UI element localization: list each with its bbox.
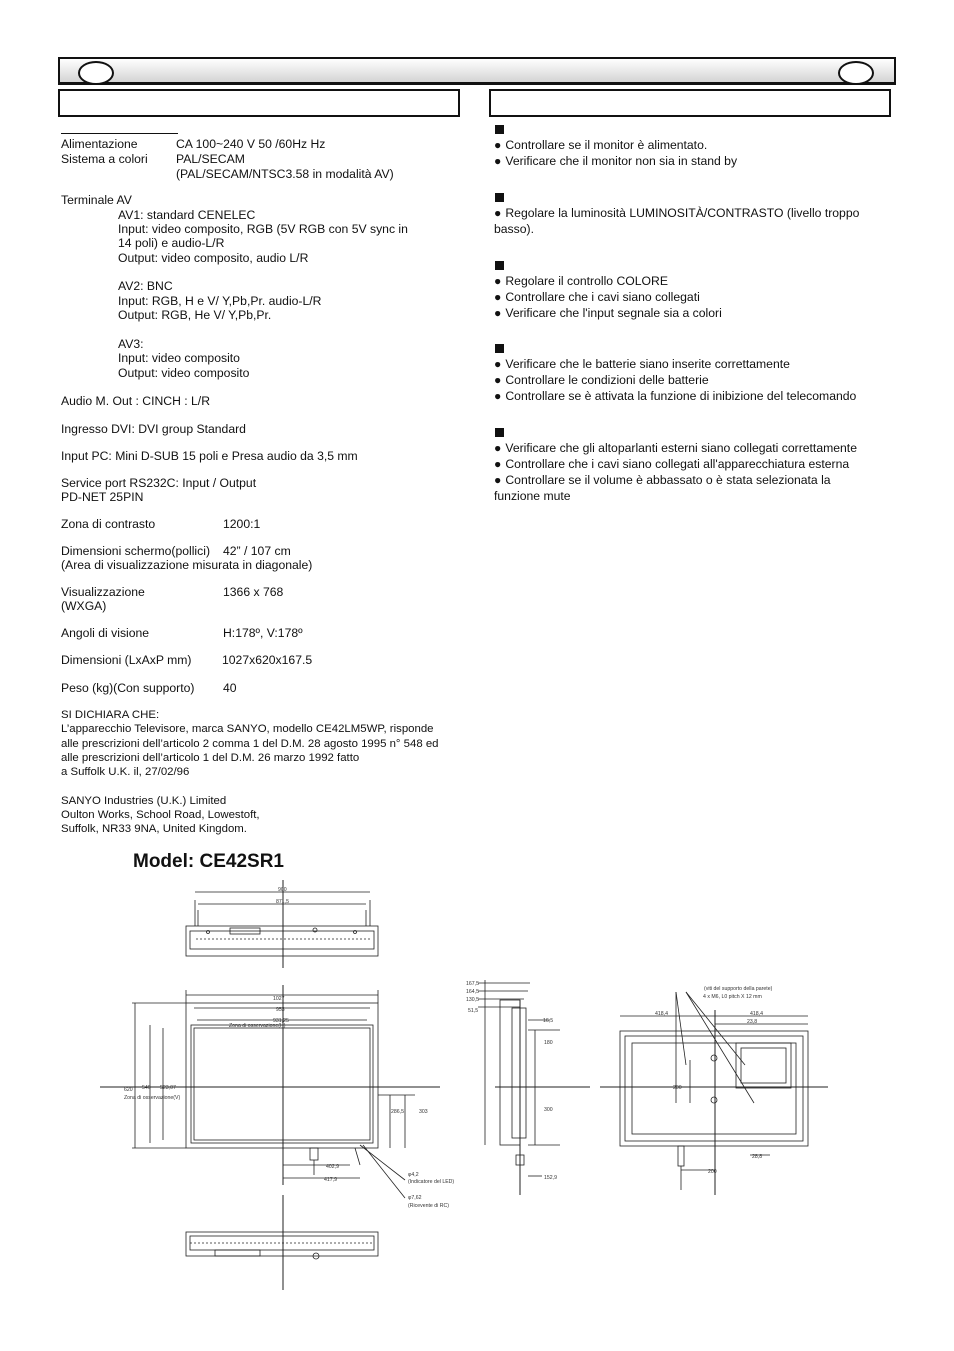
- dim-label: 418,4: [655, 1011, 668, 1017]
- dim-label: 286,5: [391, 1109, 404, 1115]
- troubleshoot-item: ● Verificare che le batterie siano inserite correttamente: [494, 357, 790, 371]
- troubleshoot-item: ● Controllare se è attivata la funzione di inibizione del telecomando: [494, 389, 856, 403]
- troubleshoot-item: ● Regolare il controllo COLORE: [494, 274, 668, 288]
- dim-label: 152,9: [544, 1175, 557, 1181]
- spec-label: Alimentazione: [61, 137, 138, 151]
- spec-label: Dimensioni schermo(pollici): [61, 544, 210, 558]
- section-square-icon: [495, 125, 504, 134]
- declaration-line: alle prescrizioni dell’articolo 1 del D.M. 26 marzo 1992 fatto: [61, 752, 360, 764]
- declaration-line: SI DICHIARA CHE:: [61, 709, 160, 721]
- spec-value: PAL/SECAM: [176, 152, 245, 166]
- section-square-icon: [495, 344, 504, 353]
- bottom-view-drawing: [186, 1232, 378, 1259]
- dim-label: 931,25: [273, 1018, 289, 1024]
- dim-label: 4 x M6, L0 pitch X 12 mm: [703, 994, 762, 1000]
- dim-label: 180: [544, 1040, 553, 1046]
- dim-label: (viti del supporto della parete): [704, 986, 773, 992]
- dim-label: 303: [419, 1109, 428, 1115]
- av3-line: AV3:: [118, 337, 144, 351]
- dim-label: 51,5: [468, 1008, 479, 1014]
- dim-label: 23,8: [747, 1019, 758, 1025]
- dim-label: 523,07: [160, 1085, 176, 1091]
- page-banner: [58, 57, 896, 85]
- dim-label: 28,8: [752, 1154, 763, 1160]
- dim-label: 200: [673, 1085, 682, 1091]
- address-line: SANYO Industries (U.K.) Limited: [61, 795, 227, 807]
- pd-net-spec: PD-NET 25PIN: [61, 490, 144, 504]
- troubleshoot-item-continued: funzione mute: [494, 489, 571, 503]
- declaration-line: L’apparecchio Televisore, marca SANYO, modello CE42LM5WP, risponde: [61, 723, 434, 735]
- av1-line: Output: video composito, audio L/R: [118, 251, 309, 265]
- spec-label: Peso (kg)(Con supporto): [61, 681, 195, 695]
- av-terminal-title: Terminale AV: [61, 193, 132, 207]
- front-view-drawing: [100, 990, 440, 1198]
- dim-label: (Ricevente di RC): [408, 1203, 449, 1209]
- troubleshoot-item: ● Verificare che gli altoparlanti esterni siano collegati correttamente: [494, 441, 857, 455]
- dim-label: Zona di osservazione(H): [229, 1023, 286, 1029]
- dvi-spec: Ingresso DVI: DVI group Standard: [61, 422, 246, 436]
- dim-label: 167,5: [466, 981, 479, 987]
- troubleshoot-item-continued: basso).: [494, 222, 534, 236]
- troubleshoot-item: ● Controllare le condizioni delle batterie: [494, 373, 709, 387]
- dim-label: 953: [276, 1007, 285, 1013]
- spec-label: Angoli di visione: [61, 626, 150, 640]
- av1-line: AV1: standard CENELEC: [118, 208, 256, 222]
- troubleshoot-item: ● Controllare se il volume è abbassato o è stata selezionata la: [494, 473, 831, 487]
- model-title: Model: CE42SR1: [133, 851, 284, 872]
- dim-label: φ4,2: [408, 1172, 419, 1178]
- dim-label: (Indicatore del LED): [408, 1179, 455, 1185]
- technical-drawing: [0, 870, 954, 1300]
- spec-label: Dimensioni (LxAxP mm): [61, 653, 192, 667]
- section-square-icon: [495, 428, 504, 437]
- specs-section-header: [58, 89, 460, 117]
- spec-label: (Area di visualizzazione misurata in diagonale): [61, 558, 313, 572]
- dim-label: 417,9: [324, 1177, 337, 1183]
- section-square-icon: [495, 261, 504, 270]
- spec-value: CA 100~240 V 50 /60Hz Hz: [176, 137, 326, 151]
- dim-label: 900: [278, 887, 287, 893]
- declaration-line: alle prescrizioni dell’articolo 2 comma 1 del D.M. 28 agosto 1995 n° 548 ed: [61, 738, 439, 750]
- dim-label: 402,9: [326, 1164, 339, 1170]
- av1-line: Input: video composito, RGB (5V RGB con 5V sync in: [118, 222, 408, 236]
- spec-value: H:178º, V:178º: [223, 626, 303, 640]
- troubleshoot-item: ● Verificare che il monitor non sia in stand by: [494, 154, 737, 168]
- troubleshoot-item: ● Controllare se il monitor è alimentato.: [494, 138, 707, 152]
- spec-value: 42” / 107 cm: [223, 544, 291, 558]
- dim-label: 300: [544, 1107, 553, 1113]
- spec-value: 1366 x 768: [223, 585, 284, 599]
- spec-value: (PAL/SECAM/NTSC3.58 in modalità AV): [176, 167, 394, 181]
- spec-label: Visualizzazione: [61, 585, 145, 599]
- dim-label: 546: [142, 1085, 151, 1091]
- spec-value: 1200:1: [223, 517, 261, 531]
- pc-input-spec: Input PC: Mini D-SUB 15 poli e Presa audio da 3,5 mm: [61, 449, 358, 463]
- troubleshoot-item: ● Controllare che i cavi siano collegati: [494, 290, 700, 304]
- troubleshoot-item: ● Regolare la luminosità LUMINOSITÀ/CONTRASTO (livello troppo: [494, 206, 859, 220]
- av3-line: Output: video composito: [118, 366, 250, 380]
- dim-label: 130,5: [466, 997, 479, 1003]
- troubleshooting-section-header: [489, 89, 891, 117]
- troubleshoot-item: ● Verificare che l'input segnale sia a colori: [494, 306, 722, 320]
- audio-out-spec: Audio M. Out : CINCH : L/R: [61, 394, 210, 408]
- av2-line: Input: RGB, H e V/ Y,Pb,Pr. audio-L/R: [118, 294, 322, 308]
- dim-label: 620: [124, 1087, 133, 1093]
- service-port-spec: Service port RS232C: Input / Output: [61, 476, 257, 490]
- dim-label: 16,5: [543, 1018, 554, 1024]
- address-line: Oulton Works, School Road, Lowestoft,: [61, 809, 260, 821]
- specs-rule: [61, 133, 178, 134]
- av1-line: 14 poli) e audio-L/R: [118, 236, 225, 250]
- spec-label: Sistema a colori: [61, 152, 148, 166]
- dim-label: 418,4: [750, 1011, 763, 1017]
- section-square-icon: [495, 193, 504, 202]
- language-circle-left: [78, 61, 114, 85]
- declaration-line: a Suffolk U.K. il, 27/02/96: [61, 766, 190, 778]
- language-circle-right: [838, 61, 874, 85]
- troubleshoot-item: ● Controllare che i cavi siano collegati all'apparecchiatura esterna: [494, 457, 849, 471]
- dim-label: 164,5: [466, 989, 479, 995]
- spec-label: Zona di contrasto: [61, 517, 156, 531]
- av2-line: Output: RGB, He V/ Y,Pb,Pr.: [118, 308, 272, 322]
- dim-label: 871,5: [276, 899, 289, 905]
- spec-label: (WXGA): [61, 599, 107, 613]
- dim-label: 200: [708, 1169, 717, 1175]
- dim-label: φ7,62: [408, 1195, 422, 1201]
- spec-value: 40: [223, 681, 237, 695]
- dim-label: Zona di osservazione(V): [124, 1095, 181, 1101]
- av2-line: AV2: BNC: [118, 279, 173, 293]
- back-view-drawing: [600, 992, 828, 1190]
- address-line: Suffolk, NR33 9NA, United Kingdom.: [61, 823, 247, 835]
- spec-value: 1027x620x167.5: [222, 653, 313, 667]
- dim-label: 1027: [273, 996, 285, 1002]
- av3-line: Input: video composito: [118, 351, 240, 365]
- side-view-drawing: [478, 980, 590, 1195]
